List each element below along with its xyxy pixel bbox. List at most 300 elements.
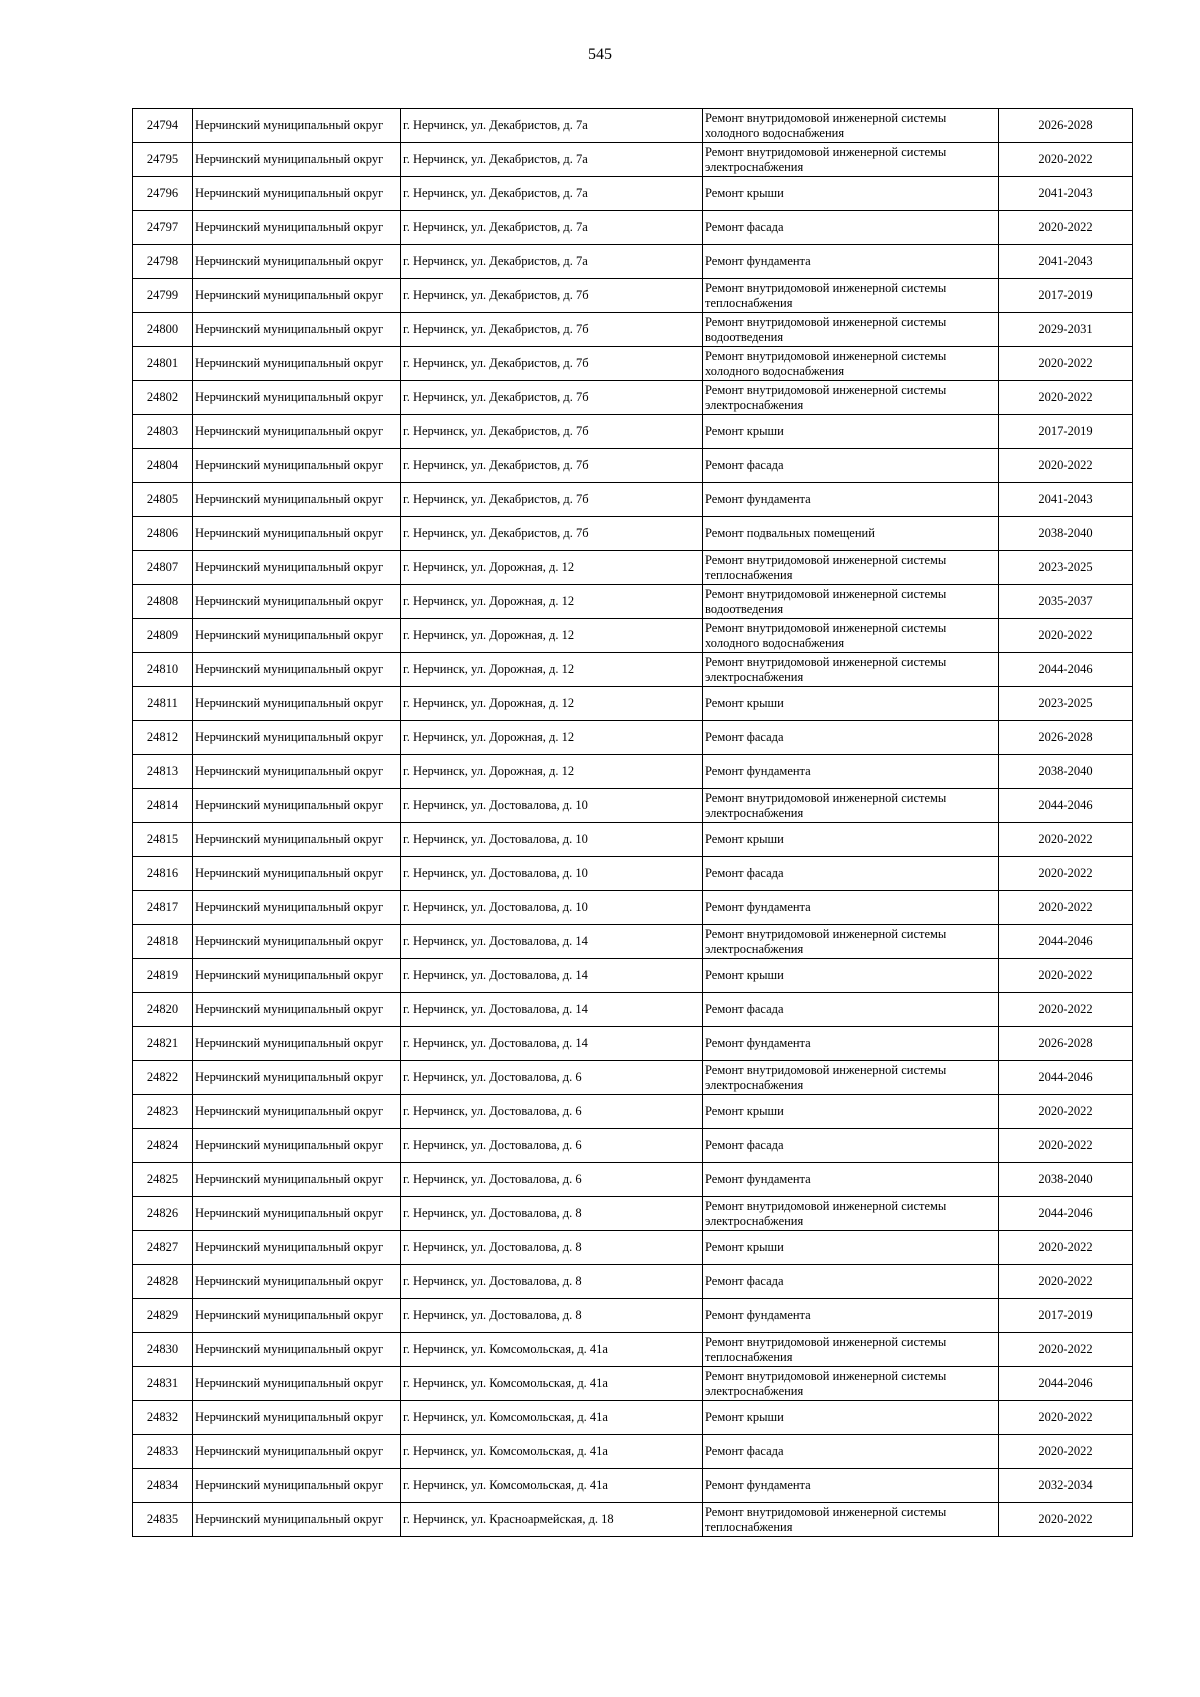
district-cell: Нерчинский муниципальный округ [193,1197,401,1231]
period-cell: 2017-2019 [999,1299,1133,1333]
work-type-cell [703,1469,999,1503]
work-type-line: Ремонт внутридомовой инженерной системы [705,280,947,295]
table-row [133,755,1133,789]
work-type-line: Ремонт внутридомовой инженерной системы [705,1504,947,1519]
work-type-line: Ремонт внутридомовой инженерной системы [705,620,947,635]
row-number-cell: 24812 [133,721,193,755]
district-cell: Нерчинский муниципальный округ [193,483,401,517]
table-row [133,1367,1133,1401]
address-cell: г. Нерчинск, ул. Красноармейская, д. 18 [401,1503,703,1537]
district-cell: Нерчинский муниципальный округ [193,551,401,585]
address-cell: г. Нерчинск, ул. Комсомольская, д. 41а [401,1333,703,1367]
work-type-line: Ремонт фундамента [705,254,811,268]
table-row [133,1299,1133,1333]
table-row [133,823,1133,857]
work-type-line: электроснабжения [705,159,804,174]
address-cell: г. Нерчинск, ул. Декабристов, д. 7б [401,279,703,313]
address-cell: г. Нерчинск, ул. Достовалова, д. 10 [401,891,703,925]
row-number-cell: 24820 [133,993,193,1027]
row-number-cell: 24807 [133,551,193,585]
work-type-line: Ремонт фасада [705,1002,784,1016]
work-type-line: Ремонт крыши [705,1104,784,1118]
table-row [133,143,1133,177]
work-type-line: электроснабжения [705,669,804,684]
work-type-line: Ремонт фасада [705,866,784,880]
row-number-cell: 24830 [133,1333,193,1367]
address-cell: г. Нерчинск, ул. Достовалова, д. 6 [401,1163,703,1197]
address-cell: г. Нерчинск, ул. Достовалова, д. 14 [401,925,703,959]
work-type-line: холодного водоснабжения [705,363,845,378]
work-type-cell [703,1265,999,1299]
address-cell: г. Нерчинск, ул. Комсомольская, д. 41а [401,1435,703,1469]
row-number-cell: 24819 [133,959,193,993]
period-cell: 2020-2022 [999,1129,1133,1163]
address-cell: г. Нерчинск, ул. Достовалова, д. 8 [401,1197,703,1231]
district-cell: Нерчинский муниципальный округ [193,1163,401,1197]
period-cell: 2020-2022 [999,381,1133,415]
work-type-line: Ремонт фундамента [705,1308,811,1322]
row-number-cell: 24796 [133,177,193,211]
address-cell: г. Нерчинск, ул. Декабристов, д. 7а [401,109,703,143]
row-number-cell: 24798 [133,245,193,279]
period-cell: 2035-2037 [999,585,1133,619]
address-cell: г. Нерчинск, ул. Достовалова, д. 8 [401,1299,703,1333]
work-type-line: Ремонт крыши [705,968,784,982]
period-cell: 2020-2022 [999,619,1133,653]
address-cell: г. Нерчинск, ул. Дорожная, д. 12 [401,721,703,755]
work-type-line: Ремонт внутридомовой инженерной системы [705,382,947,397]
row-number-cell: 24800 [133,313,193,347]
period-cell: 2026-2028 [999,1027,1133,1061]
row-number-cell: 24805 [133,483,193,517]
work-type-line: Ремонт крыши [705,832,784,846]
work-type-line: Ремонт внутридомовой инженерной системы [705,926,947,941]
work-type-line: электроснабжения [705,1383,804,1398]
district-cell: Нерчинский муниципальный округ [193,1333,401,1367]
table-row [133,449,1133,483]
row-number-cell: 24815 [133,823,193,857]
address-cell: г. Нерчинск, ул. Декабристов, д. 7а [401,211,703,245]
address-cell: г. Нерчинск, ул. Достовалова, д. 8 [401,1265,703,1299]
district-cell: Нерчинский муниципальный округ [193,619,401,653]
district-cell: Нерчинский муниципальный округ [193,279,401,313]
period-cell: 2020-2022 [999,1435,1133,1469]
period-cell: 2020-2022 [999,823,1133,857]
row-number-cell: 24822 [133,1061,193,1095]
table-row [133,517,1133,551]
work-type-line: Ремонт фундамента [705,764,811,778]
district-cell: Нерчинский муниципальный округ [193,721,401,755]
table-row [133,1231,1133,1265]
district-cell: Нерчинский муниципальный округ [193,857,401,891]
work-type-cell [703,1163,999,1197]
address-cell: г. Нерчинск, ул. Декабристов, д. 7б [401,347,703,381]
district-cell: Нерчинский муниципальный округ [193,1231,401,1265]
row-number-cell: 24817 [133,891,193,925]
period-cell: 2020-2022 [999,143,1133,177]
work-type-cell [703,755,999,789]
work-type-cell [703,687,999,721]
work-type-line: Ремонт крыши [705,424,784,438]
work-type-cell [703,1401,999,1435]
table-row [133,1265,1133,1299]
period-cell: 2044-2046 [999,1197,1133,1231]
address-cell: г. Нерчинск, ул. Дорожная, д. 12 [401,755,703,789]
work-type-cell [703,925,999,959]
work-type-line: Ремонт крыши [705,186,784,200]
table-row [133,1163,1133,1197]
table-row [133,1061,1133,1095]
period-cell: 2038-2040 [999,517,1133,551]
period-cell: 2041-2043 [999,245,1133,279]
work-type-line: Ремонт фасада [705,458,784,472]
district-cell: Нерчинский муниципальный округ [193,1503,401,1537]
address-cell: г. Нерчинск, ул. Комсомольская, д. 41а [401,1469,703,1503]
work-type-cell [703,1333,999,1367]
period-cell: 2020-2022 [999,1265,1133,1299]
work-type-cell [703,415,999,449]
period-cell: 2017-2019 [999,279,1133,313]
district-cell: Нерчинский муниципальный округ [193,1469,401,1503]
table-row [133,925,1133,959]
period-cell: 2026-2028 [999,721,1133,755]
address-cell: г. Нерчинск, ул. Достовалова, д. 6 [401,1061,703,1095]
row-number-cell: 24794 [133,109,193,143]
work-type-cell [703,1095,999,1129]
work-type-cell [703,1435,999,1469]
address-cell: г. Нерчинск, ул. Достовалова, д. 14 [401,1027,703,1061]
table-row [133,483,1133,517]
table-row [133,857,1133,891]
period-cell: 2020-2022 [999,959,1133,993]
work-type-cell [703,245,999,279]
work-type-line: электроснабжения [705,805,804,820]
work-type-cell [703,143,999,177]
district-cell: Нерчинский муниципальный округ [193,925,401,959]
period-cell: 2020-2022 [999,891,1133,925]
work-type-line: теплоснабжения [705,1519,793,1534]
address-cell: г. Нерчинск, ул. Достовалова, д. 10 [401,857,703,891]
district-cell: Нерчинский муниципальный округ [193,823,401,857]
district-cell: Нерчинский муниципальный округ [193,1129,401,1163]
row-number-cell: 24799 [133,279,193,313]
work-type-line: Ремонт внутридомовой инженерной системы [705,586,947,601]
work-type-line: Ремонт фасада [705,1274,784,1288]
work-type-line: электроснабжения [705,1213,804,1228]
period-cell: 2038-2040 [999,755,1133,789]
work-type-cell [703,891,999,925]
row-number-cell: 24826 [133,1197,193,1231]
row-number-cell: 24818 [133,925,193,959]
table-row [133,585,1133,619]
work-type-line: водоотведения [705,601,784,616]
table-row [133,347,1133,381]
work-type-cell [703,721,999,755]
work-type-cell [703,789,999,823]
work-type-line: Ремонт внутридомовой инженерной системы [705,144,947,159]
district-cell: Нерчинский муниципальный округ [193,381,401,415]
row-number-cell: 24809 [133,619,193,653]
table-row [133,415,1133,449]
table-row [133,721,1133,755]
work-type-cell [703,1129,999,1163]
row-number-cell: 24821 [133,1027,193,1061]
work-type-cell [703,1231,999,1265]
district-cell: Нерчинский муниципальный округ [193,993,401,1027]
table-row [133,789,1133,823]
row-number-cell: 24813 [133,755,193,789]
address-cell: г. Нерчинск, ул. Достовалова, д. 6 [401,1129,703,1163]
district-cell: Нерчинский муниципальный округ [193,517,401,551]
address-cell: г. Нерчинск, ул. Достовалова, д. 14 [401,959,703,993]
row-number-cell: 24831 [133,1367,193,1401]
period-cell: 2020-2022 [999,1231,1133,1265]
work-type-cell [703,619,999,653]
address-cell: г. Нерчинск, ул. Дорожная, д. 12 [401,551,703,585]
work-type-cell [703,959,999,993]
address-cell: г. Нерчинск, ул. Дорожная, д. 12 [401,687,703,721]
table-row [133,1333,1133,1367]
district-cell: Нерчинский муниципальный округ [193,143,401,177]
work-type-cell [703,279,999,313]
address-cell: г. Нерчинск, ул. Достовалова, д. 6 [401,1095,703,1129]
address-cell: г. Нерчинск, ул. Декабристов, д. 7а [401,245,703,279]
address-cell: г. Нерчинск, ул. Комсомольская, д. 41а [401,1367,703,1401]
period-cell: 2044-2046 [999,653,1133,687]
row-number-cell: 24823 [133,1095,193,1129]
row-number-cell: 24835 [133,1503,193,1537]
row-number-cell: 24832 [133,1401,193,1435]
district-cell: Нерчинский муниципальный округ [193,687,401,721]
table-row [133,653,1133,687]
district-cell: Нерчинский муниципальный округ [193,789,401,823]
work-type-line: теплоснабжения [705,295,793,310]
period-cell: 2020-2022 [999,347,1133,381]
district-cell: Нерчинский муниципальный округ [193,177,401,211]
row-number-cell: 24802 [133,381,193,415]
district-cell: Нерчинский муниципальный округ [193,585,401,619]
address-cell: г. Нерчинск, ул. Дорожная, д. 12 [401,585,703,619]
address-cell: г. Нерчинск, ул. Декабристов, д. 7б [401,415,703,449]
work-type-line: Ремонт фасада [705,730,784,744]
work-type-cell [703,177,999,211]
period-cell: 2032-2034 [999,1469,1133,1503]
table-row [133,551,1133,585]
district-cell: Нерчинский муниципальный округ [193,415,401,449]
work-type-line: Ремонт фасада [705,1138,784,1152]
period-cell: 2020-2022 [999,857,1133,891]
work-type-line: Ремонт внутридомовой инженерной системы [705,1062,947,1077]
work-type-line: Ремонт фасада [705,1444,784,1458]
work-type-cell [703,347,999,381]
row-number-cell: 24803 [133,415,193,449]
address-cell: г. Нерчинск, ул. Декабристов, д. 7б [401,381,703,415]
district-cell: Нерчинский муниципальный округ [193,449,401,483]
table-row [133,177,1133,211]
period-cell: 2020-2022 [999,1333,1133,1367]
row-number-cell: 24825 [133,1163,193,1197]
work-type-line: теплоснабжения [705,1349,793,1364]
period-cell: 2038-2040 [999,1163,1133,1197]
work-type-line: Ремонт внутридомовой инженерной системы [705,110,947,125]
district-cell: Нерчинский муниципальный округ [193,1061,401,1095]
table-row [133,1503,1133,1537]
row-number-cell: 24828 [133,1265,193,1299]
row-number-cell: 24806 [133,517,193,551]
work-type-line: Ремонт крыши [705,1240,784,1254]
work-type-cell [703,449,999,483]
work-type-cell [703,585,999,619]
table-row [133,245,1133,279]
work-type-line: теплоснабжения [705,567,793,582]
work-type-line: Ремонт внутридомовой инженерной системы [705,348,947,363]
table-row [133,1435,1133,1469]
work-type-cell [703,483,999,517]
table-row [133,1401,1133,1435]
row-number-cell: 24833 [133,1435,193,1469]
work-type-line: холодного водоснабжения [705,125,845,140]
work-type-line: Ремонт внутридомовой инженерной системы [705,790,947,805]
work-type-line: электроснабжения [705,1077,804,1092]
work-type-line: Ремонт фундамента [705,1172,811,1186]
period-cell: 2044-2046 [999,925,1133,959]
work-type-cell [703,313,999,347]
work-type-line: Ремонт фундамента [705,900,811,914]
district-cell: Нерчинский муниципальный округ [193,1027,401,1061]
work-type-cell [703,823,999,857]
table-row [133,891,1133,925]
district-cell: Нерчинский муниципальный округ [193,1401,401,1435]
work-type-cell [703,381,999,415]
table-row [133,381,1133,415]
row-number-cell: 24829 [133,1299,193,1333]
work-type-line: Ремонт внутридомовой инженерной системы [705,1368,947,1383]
work-type-cell [703,653,999,687]
period-cell: 2020-2022 [999,993,1133,1027]
row-number-cell: 24814 [133,789,193,823]
work-type-line: Ремонт фасада [705,220,784,234]
period-cell: 2017-2019 [999,415,1133,449]
period-cell: 2041-2043 [999,483,1133,517]
table-row [133,687,1133,721]
work-type-cell [703,1367,999,1401]
table-row [133,1027,1133,1061]
district-cell: Нерчинский муниципальный округ [193,1367,401,1401]
district-cell: Нерчинский муниципальный округ [193,245,401,279]
address-cell: г. Нерчинск, ул. Декабристов, д. 7б [401,313,703,347]
row-number-cell: 24808 [133,585,193,619]
district-cell: Нерчинский муниципальный округ [193,211,401,245]
period-cell: 2020-2022 [999,211,1133,245]
work-type-line: Ремонт фундамента [705,1036,811,1050]
work-type-cell [703,1503,999,1537]
address-cell: г. Нерчинск, ул. Декабристов, д. 7б [401,449,703,483]
address-cell: г. Нерчинск, ул. Дорожная, д. 12 [401,619,703,653]
address-cell: г. Нерчинск, ул. Дорожная, д. 12 [401,653,703,687]
table-row [133,619,1133,653]
period-cell: 2020-2022 [999,1095,1133,1129]
period-cell: 2023-2025 [999,687,1133,721]
work-type-line: Ремонт крыши [705,1410,784,1424]
work-type-cell [703,993,999,1027]
work-type-cell [703,211,999,245]
work-type-cell [703,109,999,143]
address-cell: г. Нерчинск, ул. Достовалова, д. 10 [401,789,703,823]
work-type-line: электроснабжения [705,397,804,412]
row-number-cell: 24811 [133,687,193,721]
table-row [133,1095,1133,1129]
work-type-line: Ремонт внутридомовой инженерной системы [705,1334,947,1349]
district-cell: Нерчинский муниципальный округ [193,109,401,143]
work-type-cell [703,1061,999,1095]
work-type-line: электроснабжения [705,941,804,956]
row-number-cell: 24801 [133,347,193,381]
work-type-cell [703,1197,999,1231]
period-cell: 2044-2046 [999,1367,1133,1401]
district-cell: Нерчинский муниципальный округ [193,891,401,925]
table-row [133,1469,1133,1503]
district-cell: Нерчинский муниципальный округ [193,313,401,347]
address-cell: г. Нерчинск, ул. Декабристов, д. 7б [401,483,703,517]
district-cell: Нерчинский муниципальный округ [193,1435,401,1469]
address-cell: г. Нерчинск, ул. Декабристов, д. 7а [401,143,703,177]
work-type-line: Ремонт фундамента [705,492,811,506]
repair-schedule-table [132,108,1133,1537]
work-type-cell [703,551,999,585]
address-cell: г. Нерчинск, ул. Комсомольская, д. 41а [401,1401,703,1435]
work-type-line: Ремонт внутридомовой инженерной системы [705,654,947,669]
address-cell: г. Нерчинск, ул. Достовалова, д. 8 [401,1231,703,1265]
period-cell: 2026-2028 [999,109,1133,143]
work-type-line: Ремонт внутридомовой инженерной системы [705,314,947,329]
work-type-line: водоотведения [705,329,784,344]
period-cell: 2029-2031 [999,313,1133,347]
period-cell: 2044-2046 [999,1061,1133,1095]
table-row [133,1197,1133,1231]
table-row [133,109,1133,143]
table-row [133,959,1133,993]
district-cell: Нерчинский муниципальный округ [193,755,401,789]
period-cell: 2023-2025 [999,551,1133,585]
row-number-cell: 24824 [133,1129,193,1163]
work-type-cell [703,1299,999,1333]
work-type-cell [703,857,999,891]
work-type-cell [703,517,999,551]
district-cell: Нерчинский муниципальный округ [193,1299,401,1333]
work-type-line: Ремонт подвальных помещений [705,526,875,540]
period-cell: 2041-2043 [999,177,1133,211]
table-row [133,993,1133,1027]
work-type-line: Ремонт внутридомовой инженерной системы [705,552,947,567]
address-cell: г. Нерчинск, ул. Достовалова, д. 10 [401,823,703,857]
district-cell: Нерчинский муниципальный округ [193,959,401,993]
table-row [133,211,1133,245]
district-cell: Нерчинский муниципальный округ [193,1095,401,1129]
row-number-cell: 24797 [133,211,193,245]
district-cell: Нерчинский муниципальный округ [193,1265,401,1299]
row-number-cell: 24816 [133,857,193,891]
table-body [133,109,1133,1537]
work-type-line: Ремонт крыши [705,696,784,710]
work-type-line: холодного водоснабжения [705,635,845,650]
address-cell: г. Нерчинск, ул. Декабристов, д. 7а [401,177,703,211]
table-row [133,279,1133,313]
district-cell: Нерчинский муниципальный округ [193,653,401,687]
work-type-line: Ремонт фундамента [705,1478,811,1492]
row-number-cell: 24827 [133,1231,193,1265]
period-cell: 2020-2022 [999,1401,1133,1435]
period-cell: 2044-2046 [999,789,1133,823]
